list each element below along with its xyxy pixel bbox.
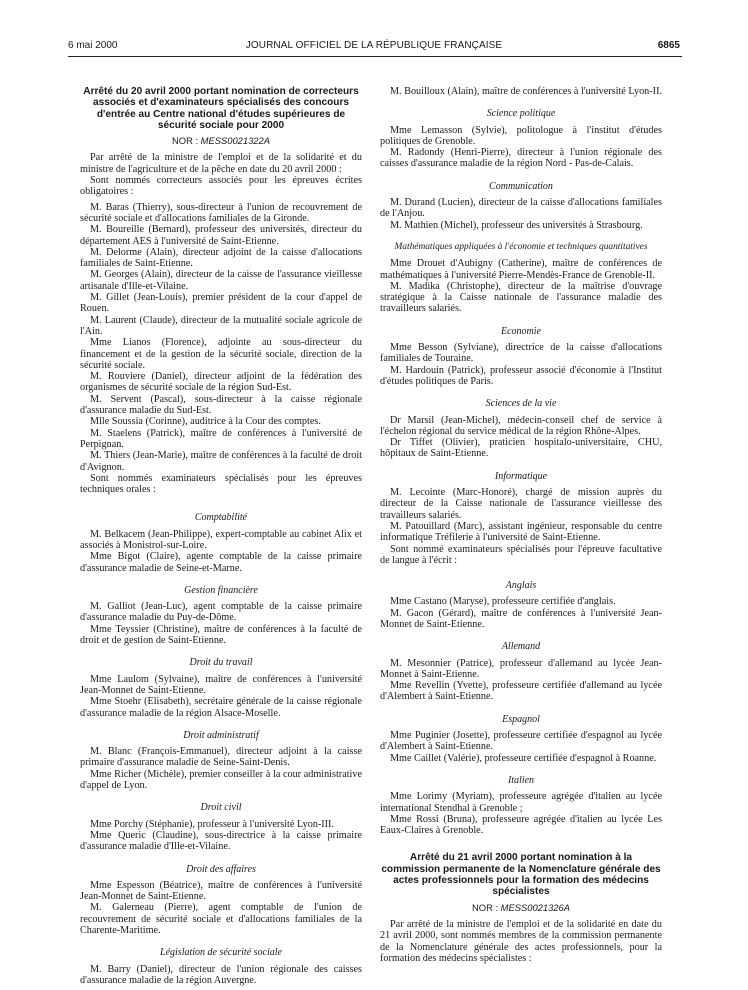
section-heading: Economie — [501, 325, 541, 337]
appointee-entry: M. Mesonnier (Patrice), professeur d'allemand au lycée Jean-Monnet à Saint-Etienne. — [380, 657, 662, 680]
section-heading: Informatique — [494, 470, 548, 482]
appointee-entry: M. Gacon (Gérard), maître de conférences à l'université Jean-Monnet de Saint-Etienne. — [380, 607, 662, 630]
appointee-entry: M. Durand (Lucien), directeur de la caisse d'allocations familiales de l'Anjou. — [380, 197, 662, 220]
appointee-entry: M. Boureille (Bernard), professeur des universités, directeur du département AES à l'université de Saint-Etienne. — [80, 224, 362, 247]
appointee-entry: M. Georges (Alain), directeur de la caisse de l'assurance vieillesse artisanale d'Ille-et-Vilaine. — [80, 269, 362, 292]
section-heading: Gestion financière — [184, 584, 258, 596]
appointee-entry: M. Barry (Daniel), directeur de l'union régionale des caisses d'assurance maladie de la région Auvergne. — [80, 963, 362, 986]
examiners-intro: Sont nommé examinateurs spécialisés pour l'épreuve facultative de langue à l'écrit : — [380, 543, 662, 566]
nor-label: NOR : — [172, 135, 199, 147]
section-heading: Italien — [507, 774, 535, 786]
left-column — [80, 86, 362, 986]
intro-paragraph: Sont nommés correcteurs associés pour les épreuves écrites obligatoires : — [80, 175, 362, 198]
section-heading: Science politique — [486, 108, 556, 120]
appointee-entry: M. Hardouin (Patrick), professeur associé d'économie à l'Institut d'études politiques de Paris. — [380, 364, 662, 387]
section-heading: Droit administratif — [183, 729, 259, 741]
page-number: 6865 — [657, 40, 680, 51]
appointee-entry: M. Laurent (Claude), directeur de la mutualité sociale agricole de l'Ain. — [80, 314, 362, 337]
spacer — [380, 836, 662, 852]
appointee-entry: M. Lecointe (Marc-Honoré), chargé de mission auprès du directeur de la Caisse nationale de l'assurance vieillesse des travailleurs salariés. — [380, 487, 662, 521]
appointee-entry: Mme Lemasson (Sylvie), politologue à l'institut d'études politiques de Grenoble. — [380, 124, 662, 147]
section-heading: Anglais — [505, 580, 537, 592]
appointee-entry: M. Galliot (Jean-Luc), agent comptable de la caisse primaire d'assurance maladie du Puy-de-Dôme. — [80, 601, 362, 624]
appointee-entry: M. Thiers (Jean-Marie), maître de conférences à la faculté de droit d'Avignon. — [80, 450, 362, 473]
decree-title: Arrêté du 20 avril 2000 portant nomination de correcteurs associés et d'examinateurs spécialisés des concours d'entrée au Centre national d'études supérieures de sécurité sociale pour 2000 — [83, 86, 359, 131]
appointee-entry: M. Galerneau (Pierre), agent comptable de l'union de recouvrement de sécurité sociale et d'allocations familiales de la Charente-Maritime. — [80, 902, 362, 936]
section-heading: Comptabilité — [194, 512, 248, 524]
right-column — [380, 86, 662, 986]
appointee-entry: Mme Revellin (Yvette), professeure certifiée d'allemand au lycée d'Alembert à Saint-Etienne. — [380, 680, 662, 703]
appointee-entry: Mme Espesson (Béatrice), maître de conférences à l'université Jean-Monnet de Saint-Etienne. — [80, 879, 362, 903]
appointee-entry: Mme Lorimy (Myriam), professeure agrégée d'italien au lycée international Stendhal à Grenoble ; — [380, 791, 662, 814]
appointee-entry: Mme Puginier (Josette), professeure certifiée d'espagnol au lycée d'Alembert à Saint-Etienne. — [380, 730, 662, 753]
appointee-entry: Mme Drouet d'Aubigny (Catherine), maître de conférences de mathématiques à l'université Pierre-Mendès-France de Grenoble-II. — [380, 258, 662, 281]
appointee-entry: Mme Stoehr (Elisabeth), secrétaire générale de la caisse régionale d'assurance maladie de la région Alsace-Moselle. — [80, 696, 362, 719]
appointee-entry: M. Belkacem (Jean-Philippe), expert-comptable au cabinet Alix et associés à Monistrol-sur-Loire. — [80, 528, 362, 551]
appointee-entry: Mme Bigot (Claire), agente comptable de la caisse primaire d'assurance maladie de Seine-et-Marne. — [80, 551, 362, 574]
appointee-entry: M. Staelens (Patrick), maître de conférences à l'université de Perpignan. — [80, 427, 362, 450]
examiners-intro: Sont nommés examinateurs spécialisés pour les épreuves techniques orales : — [80, 472, 362, 496]
appointee-entry: M. Baras (Thierry), sous-directeur à l'union de recouvrement de sécurité sociale et d'allocations familiales de la Gironde. — [80, 201, 362, 224]
appointee-entry: M. Servent (Pascal), sous-directeur à la caisse régionale d'assurance maladie du Sud-Est. — [80, 393, 362, 417]
section-heading: Espagnol — [502, 713, 540, 725]
appointee-entry: Mme Caillet (Valérie), professeure certifiée d'espagnol à Roanne. — [390, 752, 657, 764]
appointee-entry: M. Delorme (Alain), directeur adjoint de la caisse d'allocations familiales de Saint-Etienne. — [80, 246, 362, 270]
issue-date: 6 mai 2000 — [68, 40, 118, 51]
section-heading: Mathématiques appliquées à l'économie et techniques quantitatives — [394, 241, 648, 252]
appointee-entry: M. Rouviere (Daniel), directeur adjoint de la fédération des organismes de sécurité sociale de la région Sud-Est. — [80, 371, 362, 394]
appointee-entry: M. Gillet (Jean-Louis), premier président de la cour d'appel de Rouen. — [80, 292, 362, 315]
appointee-entry: Mme Teyssier (Christine), maître de conférences à la faculté de droit et de gestion de Saint-Etienne. — [80, 623, 362, 647]
appointee-entry: M. Patouillard (Marc), assistant ingénieur, responsable du centre informatique Tréfilerie à l'université de Saint-Etienne. — [380, 520, 662, 544]
appointee-entry: Mlle Soussia (Corinne), auditrice à la Cour des comptes. — [90, 416, 321, 428]
section-heading: Droit civil — [200, 802, 242, 814]
page-header — [68, 40, 680, 56]
decree-paragraph: Par arrêté de la ministre de l'emploi et de la solidarité en date du 21 avril 2000, sont nommés membres de la commission permanente de la Nomenclature générale des actes professionnels, pour la formation des médecins spécialistes : — [380, 918, 662, 964]
appointee-entry: M. Bouilloux (Alain), maître de conférences à l'université Lyon-II. — [390, 86, 662, 97]
nor-code: MESS0021322A — [200, 135, 270, 147]
appointee-entry: Mme Porchy (Stéphanie), professeur à l'université Lyon-III. — [90, 818, 335, 830]
appointee-entry: M. Mathien (Michel), professeur des universités à Strasbourg. — [390, 219, 643, 231]
header-rule — [68, 56, 682, 57]
section-heading: Législation de sécurité sociale — [160, 947, 282, 959]
section-heading: Allemand — [501, 641, 541, 653]
appointee-entry: Mme Laulom (Sylvaine), maître de conférences à l'université Jean-Monnet de Saint-Etienne. — [80, 673, 362, 696]
appointee-entry: Mme Lianos (Florence), adjointe au sous-directeur du financement et de la gestion de la sécurité sociale, direction de la sécurité sociale. — [80, 337, 362, 371]
appointee-entry: Mme Castano (Maryse), professeure certifiée d'anglais. — [390, 596, 616, 608]
intro-paragraph: Par arrêté de la ministre de l'emploi et de la solidarité et du ministre de l'agriculture et de la pêche en date du 20 avril 2000 : — [80, 152, 362, 175]
appointee-entry: Dr Marsil (Jean-Michel), médecin-conseil chef de service à l'échelon régional du service médical de la région Rhône-Alpes. — [380, 414, 662, 437]
nor-reference — [380, 902, 662, 913]
appointee-entry: M. Madika (Christophe), directeur de la maîtrise d'ouvrage stratégique à la Caisse nationale de l'assurance maladie des travailleurs salariés. — [380, 280, 662, 315]
nor-code: MESS0021326A — [500, 901, 570, 913]
appointee-entry: M. Radondy (Henri-Pierre), directeur à l'union régionale des caisses d'assurance maladie de la région Nord - Pas-de-Calais. — [380, 147, 662, 170]
appointee-entry: M. Blanc (François-Emmanuel), directeur adjoint à la caisse primaire d'assurance maladie de Seine-Saint-Denis. — [80, 746, 362, 769]
section-heading: Droit du travail — [189, 657, 253, 669]
appointee-entry: Mme Richer (Michèle), premier conseiller à la cour administrative d'appel de Lyon. — [80, 768, 362, 792]
journal-title: JOURNAL OFFICIEL DE LA RÉPUBLIQUE FRANÇAISE — [245, 40, 503, 51]
appointee-entry: Mme Queric (Claudine), sous-directrice à la caisse primaire d'assurance maladie d'Ille-et-Vilaine. — [80, 829, 362, 853]
decree-title: Arrêté du 21 avril 2000 portant nomination à la commission permanente de la Nomenclature générale des actes professionnels pour la formation des médecins spécialistes — [381, 852, 661, 898]
nor-reference — [80, 135, 362, 146]
section-heading: Communication — [489, 180, 553, 192]
section-heading: Sciences de la vie — [485, 398, 557, 410]
nor-label: NOR : — [472, 901, 499, 913]
appointee-entry: Dr Tiffet (Olivier), praticien hospitalo-universitaire, CHU, hôpitaux de Saint-Etienne. — [380, 437, 662, 460]
appointee-entry: Mme Rossi (Bruna), professeure agrégée d'italien au lycée Les Eaux-Claires à Grenoble. — [380, 813, 662, 837]
appointee-entry: Mme Besson (Sylviane), directrice de la caisse d'allocations familiales de Touraine. — [380, 342, 662, 365]
section-heading: Droit des affaires — [186, 863, 256, 875]
